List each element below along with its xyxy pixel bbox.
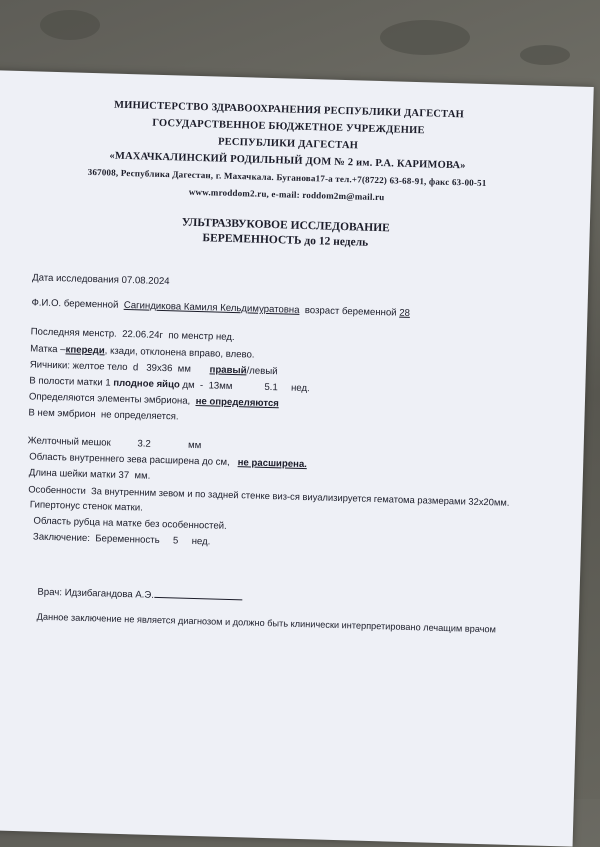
- address-line: 367008, Республика Дагестан, г. Махачкала. Буганова17-а тел.+7(8722) 63-68-91, факс 63-00-51: [87, 166, 487, 189]
- conclusion-value: Беременность: [95, 533, 160, 547]
- exam-date-value: 07.08.2024: [121, 274, 170, 288]
- age-label: возраст беременной: [304, 304, 397, 319]
- cervix-value: 37: [118, 469, 130, 482]
- maternity-home-name: «МАХАЧКАЛИНСКИЙ РОДИЛЬНЫЙ ДОМ № 2 им. Р.А. КАРИМОВА»: [109, 150, 466, 172]
- yolk-row: [28, 435, 202, 451]
- ovaries-side-rest: /левый: [246, 365, 278, 378]
- conclusion-label: Заключение:: [32, 531, 91, 545]
- yolk-label: Желточный мешок: [27, 435, 111, 449]
- internal-os-row: [29, 451, 307, 470]
- ground-texture: [380, 20, 470, 55]
- exam-date-label: Дата исследования: [32, 272, 120, 286]
- cavity-weeks-value: 5.1: [264, 381, 278, 394]
- institution-type-line: ГОСУДАРСТВЕННОЕ БЮДЖЕТНОЕ УЧРЕЖДЕНИЕ: [152, 117, 425, 137]
- features-value: За внутренним зевом и по задней стенке виз-ся виуализируется гематома размерами 32х20мм.: [90, 485, 510, 508]
- doctor-label: Врач:: [37, 586, 63, 599]
- uterus-label: Матка –: [30, 343, 66, 356]
- doctor-row: [37, 586, 242, 604]
- patient-label: Ф.И.О. беременной: [31, 297, 119, 311]
- ovaries-row: [30, 359, 278, 377]
- uterus-value: кпереди: [65, 344, 105, 357]
- yolk-unit: мм: [187, 439, 202, 452]
- disclaimer: Данное заключение не является диагнозом и должно быть клинически интерпретировано лечащим врачом: [36, 611, 497, 635]
- yolk-value: 3.2: [137, 438, 151, 450]
- lmp-value: 22.06.24г: [121, 328, 164, 342]
- cavity-weeks-unit: нед.: [290, 382, 310, 395]
- ultrasound-report-sheet: [0, 70, 594, 847]
- embryo-value: не определяется.: [100, 409, 179, 423]
- embryo-row: [28, 407, 178, 422]
- scar-row: Область рубца на матке без особенностей.: [33, 515, 227, 532]
- cavity-size: 13мм: [208, 380, 233, 393]
- cavity-count: 1: [105, 377, 111, 389]
- embryo-elements-row: [29, 391, 279, 409]
- hypertonus-row: Гипертонус стенок матки.: [29, 499, 143, 514]
- cavity-dash: -: [199, 380, 204, 392]
- cavity-dm: дм: [182, 379, 195, 391]
- conclusion-weeks: 5: [172, 535, 179, 547]
- exam-date-row: [32, 272, 170, 287]
- internal-os-value: не расширена.: [237, 457, 308, 471]
- web-email-line: www.mroddom2.ru, e-mail: roddom2m@mail.ru: [188, 186, 385, 203]
- lmp-label: Последняя менстр.: [30, 326, 117, 340]
- cavity-item: плодное яйцо: [113, 377, 180, 391]
- ground-texture: [520, 45, 570, 65]
- lmp-row: [31, 326, 235, 343]
- embryo-elements-value: не определяются: [195, 395, 279, 410]
- patient-name: Сагиндикова Камиля Кельдимуратовна: [123, 299, 300, 316]
- features-label: Особенности: [28, 483, 87, 496]
- ovaries-unit: мм: [177, 363, 192, 375]
- report-subtitle: БЕРЕМЕННОСТЬ до 12 недель: [202, 232, 369, 249]
- ovaries-label: Яичники: желтое тело: [29, 359, 128, 374]
- doctor-name: Идзибагандова А.Э.: [64, 587, 155, 601]
- ministry-line: МИНИСТЕРСТВО ЗДРАВООХРАНЕНИЯ РЕСПУБЛИКИ ДАГЕСТАН: [113, 99, 465, 121]
- cavity-row: [29, 375, 310, 394]
- uterus-rest: , кзади, отклонена вправо, влево.: [104, 345, 255, 361]
- internal-os-label: Область внутреннего зева расширена до см,: [29, 451, 230, 468]
- lmp-weeks: по менстр нед.: [168, 330, 235, 344]
- ovaries-size: 39х36: [146, 362, 173, 375]
- embryo-elements-label: Определяются элементы эмбриона,: [28, 391, 191, 407]
- age-value: 28: [399, 307, 411, 319]
- ovaries-side: правый: [209, 364, 247, 377]
- signature-line: [154, 589, 242, 600]
- ground-texture: [40, 10, 100, 40]
- cavity-label: В полости матки: [29, 375, 103, 389]
- patient-row: [31, 297, 410, 319]
- republic-line: РЕСПУБЛИКИ ДАГЕСТАН: [217, 136, 359, 152]
- cervix-row: [29, 467, 151, 481]
- cervix-label: Длина шейки матки: [28, 467, 116, 481]
- ovaries-d: d: [132, 362, 139, 374]
- uterus-row: [30, 343, 255, 360]
- conclusion-unit: нед.: [191, 535, 211, 548]
- cervix-unit: мм.: [134, 470, 151, 482]
- report-title: УЛЬТРАЗВУКОВОЕ ИССЛЕДОВАНИЕ: [181, 216, 390, 235]
- conclusion-row: [33, 531, 211, 547]
- embryo-label: В нем эмбрион: [28, 407, 96, 421]
